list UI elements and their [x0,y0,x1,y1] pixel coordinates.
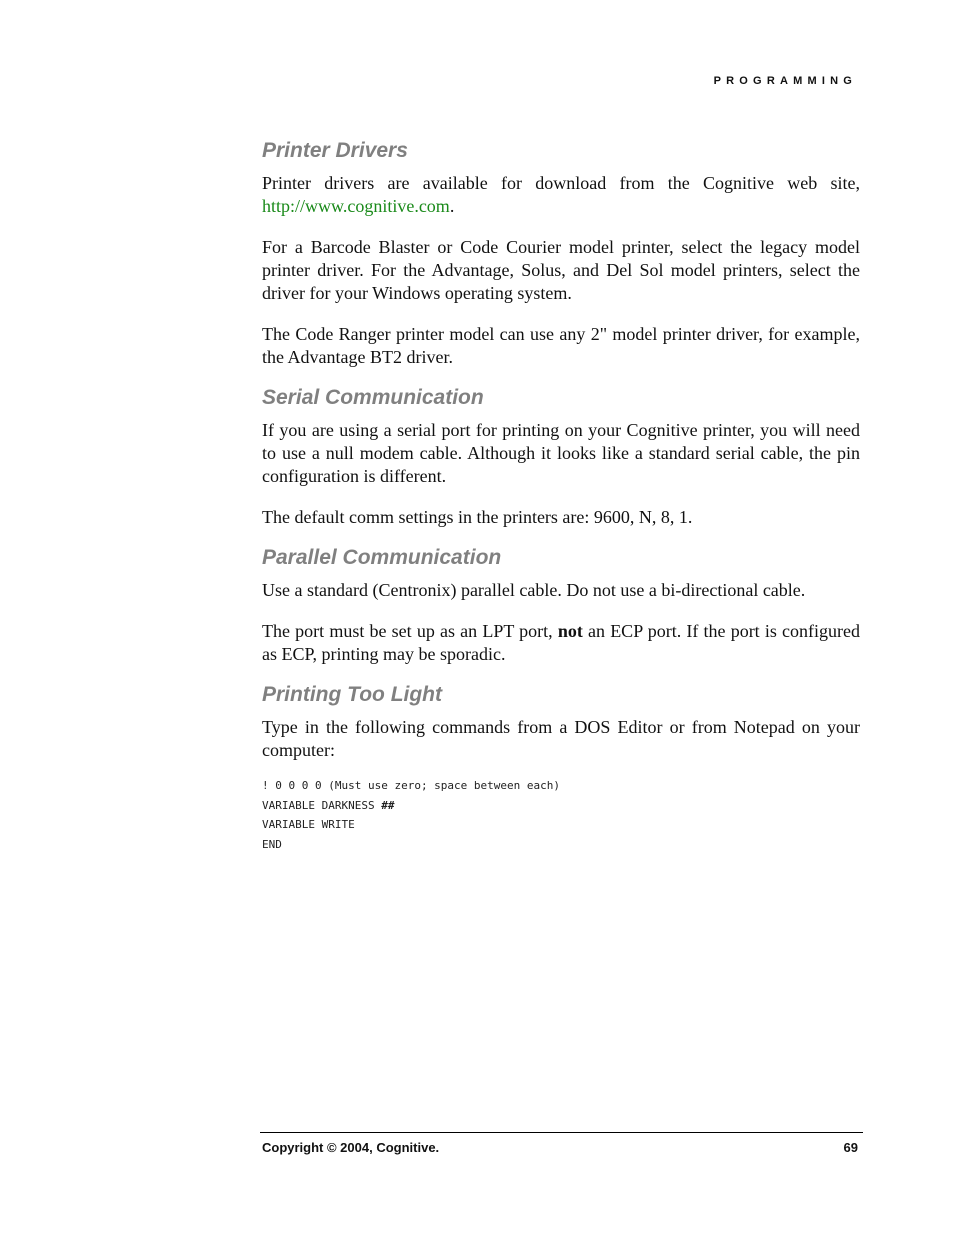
section-heading: Serial Communication [262,386,484,409]
paragraph-text: an ECP port. If the port is configured as ECP, printing may be sporadic. [262,621,861,664]
paragraph: If you are using a serial port for printing on your Cognitive printer, you will need to use a null modem cable. Although it looks like a standard serial cable, the pin configuration is different. [262,420,860,486]
emphasis-bold: not [557,621,583,641]
paragraph [262,172,860,218]
paragraph: Type in the following commands from a DOS Editor or from Notepad on your computer: [262,717,860,760]
section-printer-drivers [262,138,860,369]
footer-divider [260,1132,863,1133]
page-number: 69 [843,1140,858,1155]
code-text: VARIABLE DARKNESS [262,798,382,812]
paragraph: For a Barcode Blaster or Code Courier model printer, select the legacy model printer driver. For the Advantage, Solus, and Del Sol model printers, select the driver for your Windows operating system. [262,237,860,303]
footer-copyright: Copyright © 2004, Cognitive. [262,1140,440,1155]
cognitive-website-link[interactable]: http://www.cognitive.com [262,196,450,216]
section-heading: Printer Drivers [262,139,408,162]
code-line: END [262,837,282,851]
paragraph [262,620,860,666]
paragraph-end: . [449,196,455,216]
paragraph: The default comm settings in the printers are: 9600, N, 8, 1. [262,507,693,527]
code-line [262,796,860,816]
section-parallel-communication [262,545,860,666]
code-block [262,776,860,854]
code-placeholder: ## [381,798,395,812]
code-line: VARIABLE WRITE [262,818,355,831]
section-heading: Parallel Communication [262,546,502,569]
running-head: PROGRAMMING [713,75,857,87]
section-heading: Printing Too Light [262,683,443,706]
page-content [262,138,860,854]
section-serial-communication [262,385,860,529]
paragraph-text: The port must be set up as an LPT port, [262,621,558,641]
paragraph-text: Printer drivers are available for download from the Cognitive web site, [262,173,860,193]
paragraph: The Code Ranger printer model can use any 2" model printer driver, for example, the Advantage BT2 driver. [262,324,860,367]
section-printing-too-light [262,682,860,854]
code-line: ! 0 0 0 0 (Must use zero; space between each) [262,779,561,792]
paragraph: Use a standard (Centronix) parallel cable. Do not use a bi-directional cable. [262,580,806,600]
